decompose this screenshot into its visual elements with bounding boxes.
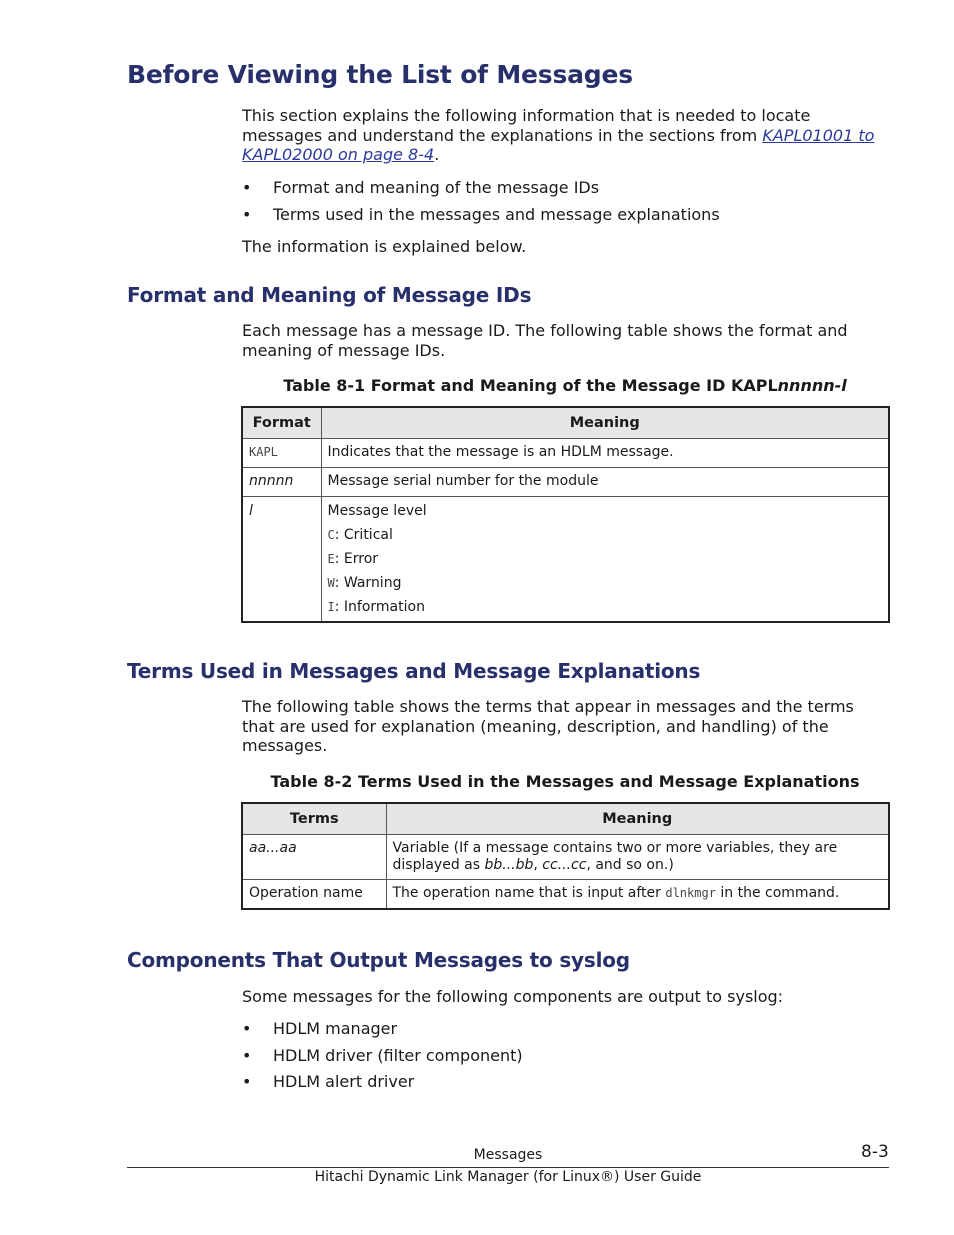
kapl-range-link[interactable]: KAPL01001 to KAPL02000 on page 8-4 — [242, 125, 875, 164]
column-header-meaning: Meaning — [386, 803, 889, 834]
meaning-cell: The operation name that is input after dlnkmgr in the command. — [386, 879, 889, 909]
section2-intro: Each message has a message ID. The following table shows the format and meaning of message IDs. — [242, 321, 848, 360]
section1-bullet-list — [242, 178, 720, 224]
section-title-syslog: Components That Output Messages to syslog — [127, 948, 630, 972]
table-caption-8-2: Table 8-2 Terms Used in the Messages and Message Explanations — [270, 772, 860, 791]
meaning-cell: Message serial number for the module — [321, 467, 889, 496]
table-row — [242, 879, 889, 909]
format-cell: l — [242, 496, 321, 622]
footer-guide-title: Hitachi Dynamic Link Manager (for Linux®) User Guide — [314, 1169, 702, 1185]
table-row — [242, 834, 889, 879]
list-item: • Format and meaning of the message IDs — [242, 178, 600, 197]
level-information: I: Information — [327, 598, 425, 615]
column-header-format: Format — [242, 407, 321, 438]
section4-intro: Some messages for the following components are output to syslog: — [242, 987, 784, 1006]
bullet-icon: • — [242, 178, 252, 197]
list-item: • HDLM alert driver — [242, 1072, 415, 1091]
section4-bullet-list — [242, 1019, 523, 1091]
table-caption-8-1: Table 8-1 Format and Meaning of the Message ID KAPLnnnnn-l — [283, 376, 847, 395]
footer-page-number: 8-3 — [861, 1142, 889, 1162]
meaning-cell: Variable (If a message contains two or more variables, they are displayed as bb...bb, cc...cc, and so on.) — [386, 834, 889, 879]
message-id-format-table — [241, 406, 890, 623]
section1-intro: This section explains the following information that is needed to locate messages and understand the explanations in the sections from KAPL01001 to KAPL02000 on page 8-4. — [242, 106, 875, 164]
bullet-icon: • — [242, 1019, 252, 1038]
column-header-meaning: Meaning — [321, 407, 889, 438]
meaning-cell: Message level C: Critical E: Error W: Warning I: Information — [321, 496, 889, 622]
terms-table — [241, 802, 890, 910]
level-warning: W: Warning — [327, 574, 402, 591]
list-item: • HDLM driver (filter component) — [242, 1045, 523, 1065]
table-row — [242, 438, 889, 467]
table-header-row — [242, 803, 889, 834]
level-critical: C: Critical — [327, 526, 393, 543]
list-item: • Terms used in the messages and message explanations — [242, 205, 720, 224]
format-cell: KAPL — [242, 438, 321, 467]
bullet-icon: • — [242, 1072, 252, 1091]
bullet-icon: • — [242, 1045, 252, 1065]
format-cell: nnnnn — [242, 467, 321, 496]
column-header-terms: Terms — [242, 803, 386, 834]
level-error: E: Error — [327, 550, 379, 567]
bullet-icon: • — [242, 205, 252, 224]
table-row — [242, 496, 889, 622]
meaning-cell: Indicates that the message is an HDLM message. — [321, 438, 889, 467]
section3-intro: The following table shows the terms that appear in messages and the terms that are used for explanation (meaning, description, and handling) of the messages. — [242, 697, 854, 755]
term-cell: Operation name — [242, 879, 386, 909]
table-row — [242, 467, 889, 496]
footer-divider — [127, 1167, 889, 1168]
term-cell: aa...aa — [242, 834, 386, 879]
list-item: • HDLM manager — [242, 1019, 398, 1038]
section-title-before-viewing: Before Viewing the List of Messages — [127, 60, 633, 89]
section1-closing: The information is explained below. — [242, 237, 527, 256]
section-title-terms: Terms Used in Messages and Message Explanations — [127, 659, 701, 683]
table-header-row — [242, 407, 889, 438]
section-title-format-meaning: Format and Meaning of Message IDs — [127, 283, 532, 307]
footer-chapter-name: Messages — [473, 1147, 543, 1163]
